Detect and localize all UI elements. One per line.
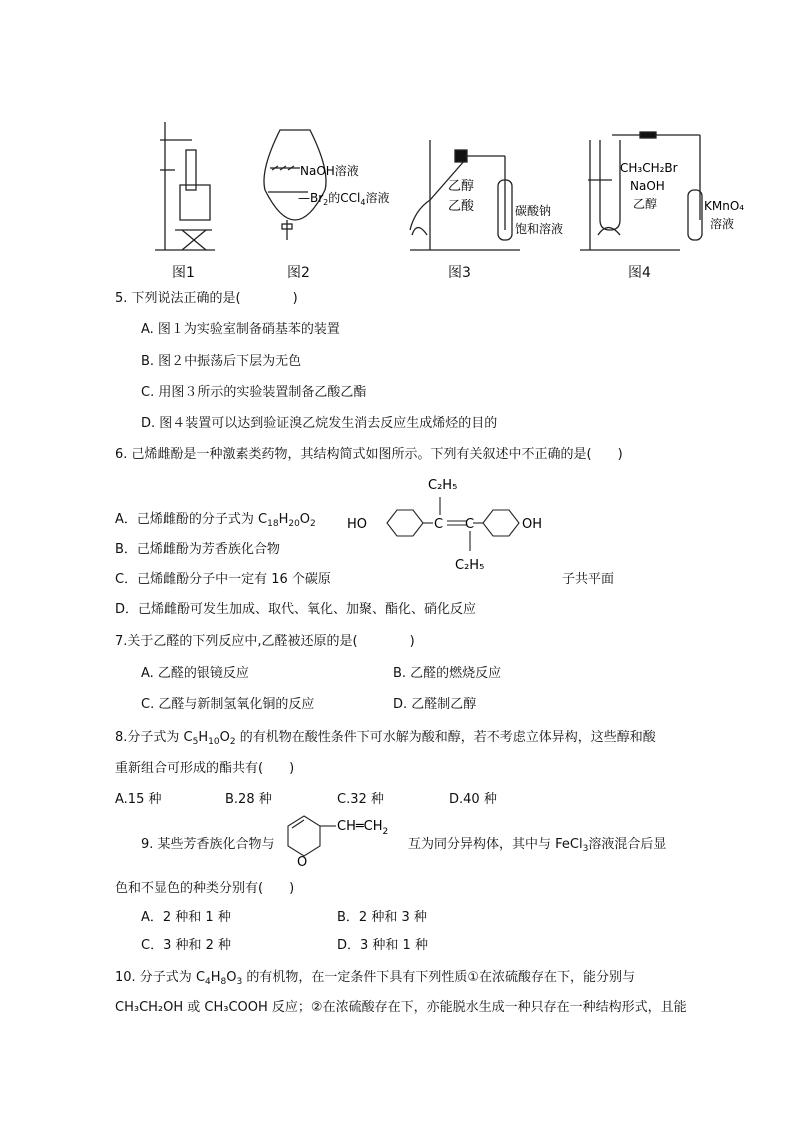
q9-stem-pre: 9. 某些芳香族化合物与	[141, 837, 275, 852]
q8-stem-line1: 8.分子式为 $C_5H_{10}O_2$ 的有机物在酸性条件下可水解为酸和醇，若不考虑立体异构，这些醇和酸	[115, 730, 656, 747]
fig4-label-ethanol: 乙醇	[633, 197, 658, 211]
fig3-label-saturated: 饱和溶液	[515, 222, 564, 236]
struct-left-hydroxyl: HO	[347, 517, 368, 532]
q5-option-d[interactable]: D. 图４装置可以达到验证溴乙烷发生消去反应生成烯烃的目的	[141, 416, 498, 431]
fig3-label-sodium-carbonate: 碳酸钠	[515, 204, 552, 218]
fig2-upper-label: NaOH溶液	[300, 164, 359, 178]
q10-stem-line1: 10. 分子式为 $C_4H_8O_3$ 的有机物，在一定条件下具有下列性质①在浓硫酸存在下，能分别与	[115, 970, 636, 987]
fig2-lower-label: $—Br_2$的CCl$_4$溶液	[298, 191, 390, 207]
q9-option-b[interactable]: B．2 种和 3 种	[337, 910, 427, 925]
q7-stem: 7.关于乙醛的下列反应中,乙醛被还原的是( )	[115, 634, 415, 649]
fig-label-2: 图2	[287, 265, 310, 281]
q5-option-a[interactable]: A. 图１为实验室制备硝基苯的装置	[141, 322, 340, 337]
q8-stem-line2: 重新组合可形成的酯共有( )	[115, 761, 295, 776]
q10-stem-line2: CH₃CH₂OH 或 CH₃COOH 反应；②在浓硫酸存在下，亦能脱水生成一种只存在一种结构形式，且能	[115, 1000, 687, 1015]
q8-option-c[interactable]: C.32 种	[337, 792, 384, 807]
q7-option-d[interactable]: D. 乙醛制乙醇	[393, 697, 477, 712]
fig-label-1: 图1	[172, 265, 195, 281]
q7-option-c[interactable]: C. 乙醛与新制氢氧化铜的反应	[141, 697, 315, 712]
fig4-label-kmno4: KMnO₄	[704, 199, 745, 213]
q7-option-a[interactable]: A. 乙醛的银镜反应	[141, 666, 249, 681]
struct-right-hydroxyl: OH	[522, 517, 543, 532]
fig4-label-bromoethane: CH₃CH₂Br	[620, 161, 678, 175]
struct-vinyl-chain: $CH═CH_2$	[337, 819, 389, 837]
q8-option-d[interactable]: D.40 种	[449, 792, 497, 807]
vinyl-pyran-structure	[282, 808, 412, 870]
fig-label-3: 图3	[448, 265, 471, 281]
struct-bottom-ethyl: C₂H₅	[455, 558, 485, 573]
q9-option-d[interactable]: D．3 种和 1 种	[337, 938, 428, 953]
q7-option-b[interactable]: B. 乙醛的燃烧反应	[393, 666, 502, 681]
q9-stem-line2: 色和不显色的种类分别有( )	[115, 881, 295, 896]
q6-option-d[interactable]: D．己烯雌酚可发生加成、取代、氧化、加聚、酯化、硝化反应	[115, 602, 477, 617]
fig3-label-acetic: 乙酸	[448, 199, 475, 214]
q5-option-c[interactable]: C. 用图３所示的实验装置制备乙酸乙酯	[141, 385, 367, 400]
fig4-label-naoh: NaOH	[630, 179, 665, 193]
figure-strip	[0, 110, 794, 285]
q6-option-c-left[interactable]: C．己烯雌酚分子中一定有 16 个碳原	[115, 572, 331, 587]
struct-carbon-2: C	[465, 517, 475, 532]
q6-option-b[interactable]: B．己烯雌酚为芳香族化合物	[115, 542, 280, 557]
q5-stem: 5. 下列说法正确的是( )	[115, 291, 298, 306]
q6-option-a[interactable]: A．己烯雌酚的分子式为 $C_{18}H_{20}O_2$	[115, 512, 316, 529]
struct-top-ethyl: C₂H₅	[428, 478, 458, 493]
apparatus-figures	[0, 110, 794, 285]
q5-option-b[interactable]: B. 图２中振荡后下层为无色	[141, 354, 302, 369]
fig-label-4: 图4	[628, 265, 651, 281]
struct-oxygen: O	[297, 855, 308, 870]
q6-stem: 6. 己烯雌酚是一种激素类药物，其结构简式如图所示。下列有关叙述中不正确的是( )	[115, 447, 623, 462]
struct-carbon-1: C	[434, 517, 444, 532]
q8-option-b[interactable]: B.28 种	[225, 792, 272, 807]
q8-option-a[interactable]: A.15 种	[115, 792, 162, 807]
diethylstilbestrol-structure	[345, 475, 560, 575]
q9-stem-post: 互为同分异构体，其中与 FeCl$_3$溶液混合后显	[408, 837, 667, 854]
q6-option-c-right: 子共平面	[562, 572, 615, 587]
q9-option-c[interactable]: C．3 种和 2 种	[141, 938, 232, 953]
q9-option-a[interactable]: A．2 种和 1 种	[141, 910, 231, 925]
fig4-label-solution: 溶液	[710, 217, 735, 231]
fig3-label-ethanol: 乙醇	[448, 179, 475, 194]
